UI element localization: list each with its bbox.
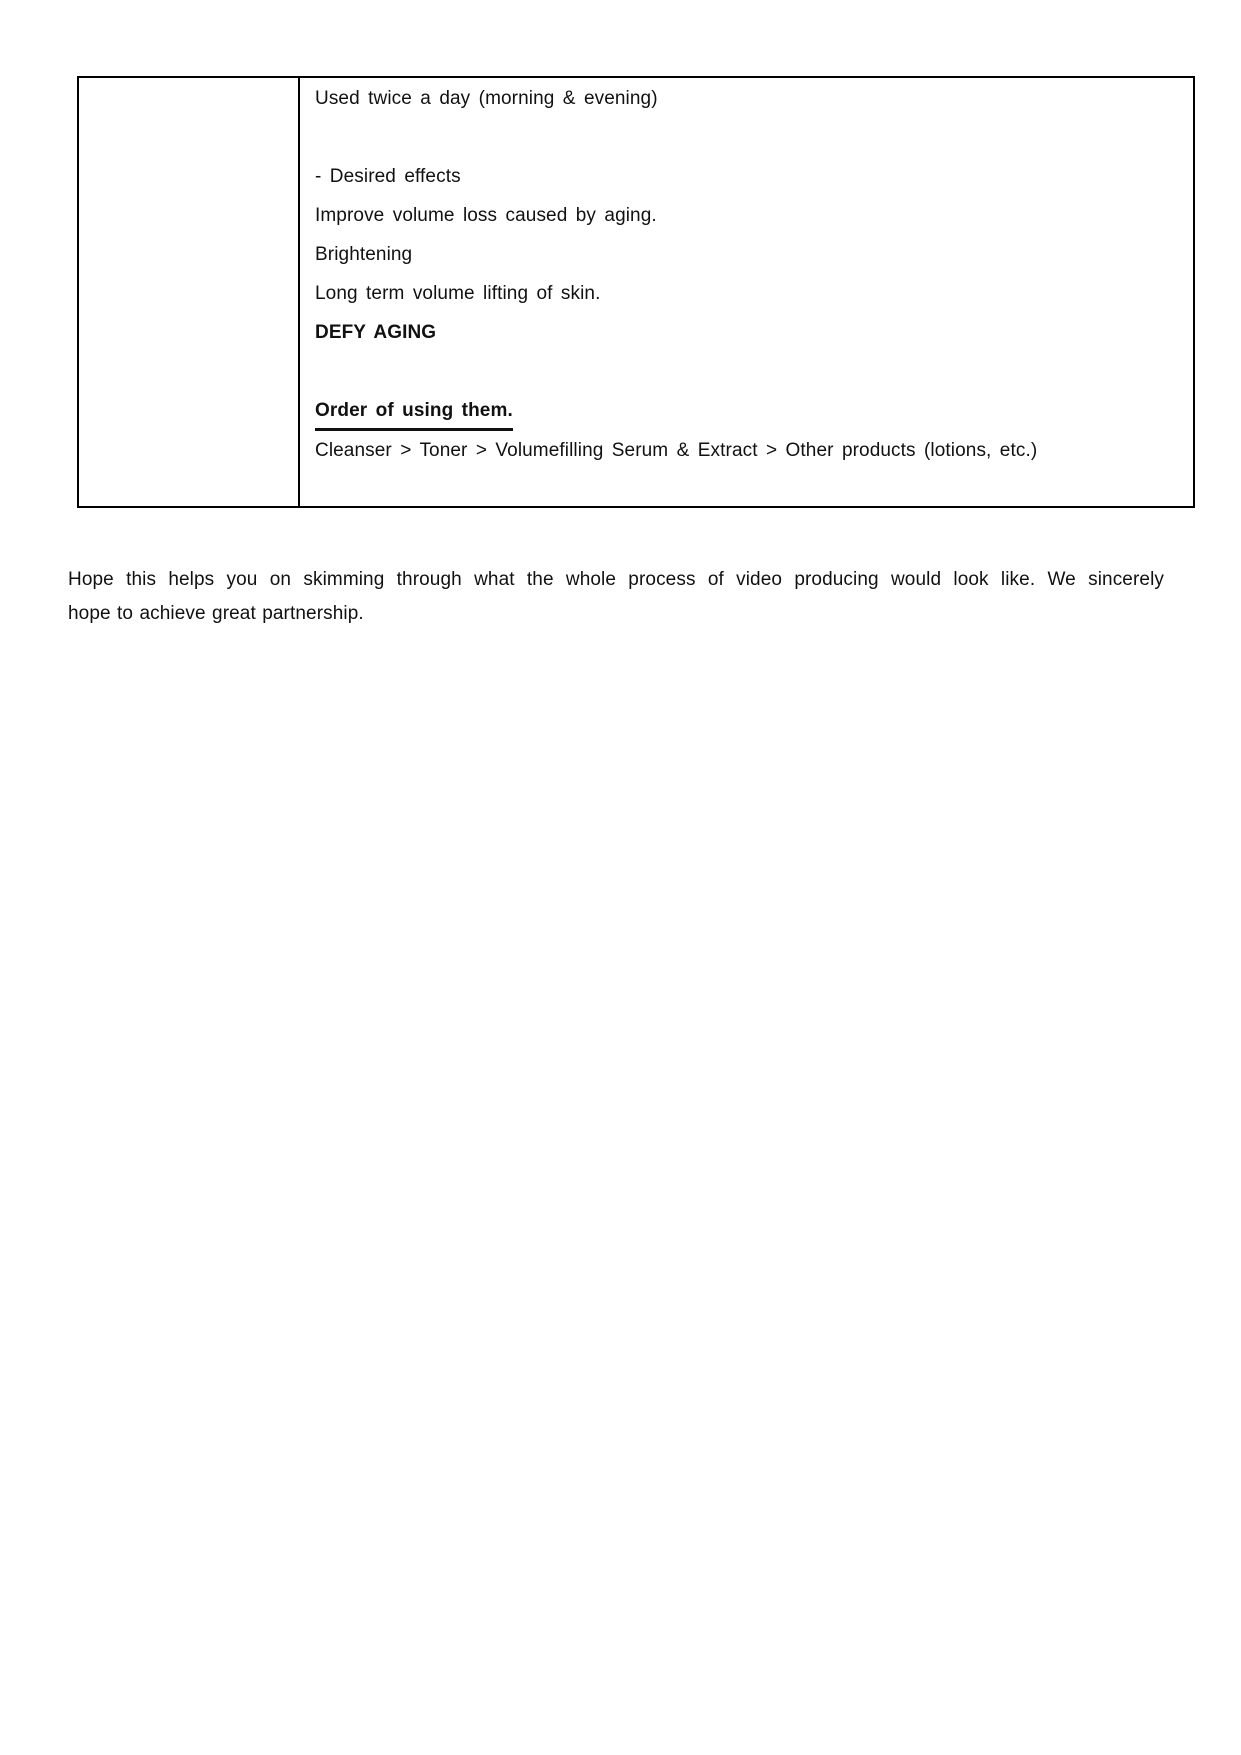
closing-paragraph-line-2: hope to achieve great partnership. bbox=[68, 603, 364, 624]
effect-item-volume-lifting: Long term volume lifting of skin. bbox=[315, 283, 601, 304]
blank-line bbox=[315, 352, 1179, 391]
usage-frequency-text: Used twice a day (morning & evening) bbox=[315, 88, 658, 109]
product-usage-table bbox=[77, 76, 1195, 508]
order-of-using-heading: Order of using them. bbox=[315, 396, 513, 431]
closing-paragraph-line-1: Hope this helps you on skimming through what the whole process of video producing would look like. We sincerely bbox=[68, 569, 1164, 590]
table-cell-left-empty bbox=[78, 77, 299, 507]
effect-item-volume-loss: Improve volume loss caused by aging. bbox=[315, 205, 657, 226]
blank-line bbox=[315, 118, 1179, 157]
order-heading-line bbox=[315, 391, 1179, 431]
order-sequence-text: Cleanser > Toner > Volumefilling Serum & Extract > Other products (lotions, etc.) bbox=[315, 440, 1038, 461]
defy-aging-text: DEFY AGING bbox=[315, 322, 437, 343]
desired-effects-label: - Desired effects bbox=[315, 166, 461, 187]
closing-paragraph bbox=[68, 563, 1164, 631]
table-cell-usage-details bbox=[299, 77, 1194, 507]
table-row bbox=[78, 77, 1194, 507]
effect-item-brightening: Brightening bbox=[315, 244, 413, 265]
